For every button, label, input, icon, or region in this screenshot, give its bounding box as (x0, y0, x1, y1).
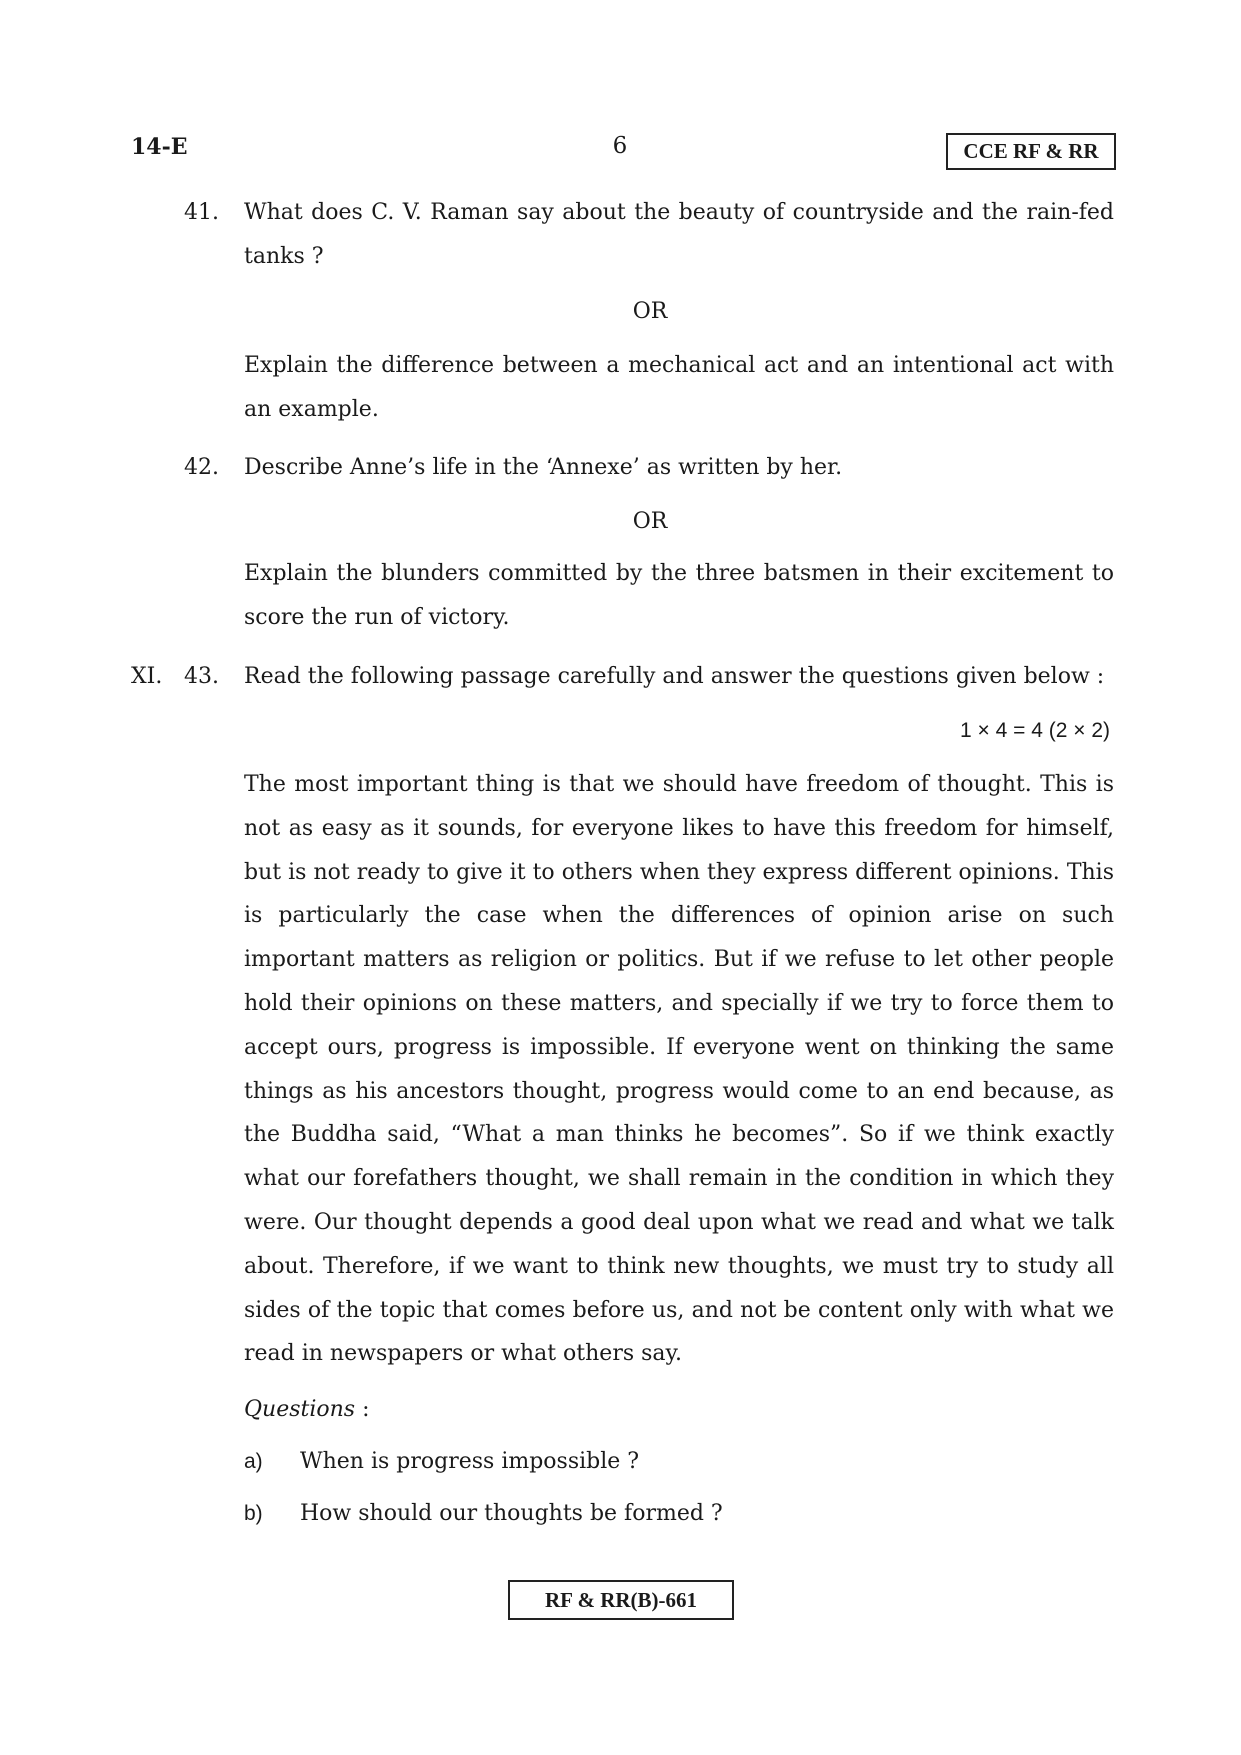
question-41-alternative: Explain the difference between a mechanical act and an intentional act with an example. (244, 353, 1114, 422)
paper-code: 14-E (131, 134, 188, 160)
question-b-label: b) (244, 1502, 263, 1525)
questions-colon: : (355, 1397, 370, 1422)
question-43-number: 43. (184, 664, 219, 689)
question-41-text: What does C. V. Raman say about the beauty of countryside and the rain-fed tanks ? (244, 200, 1114, 269)
questions-label: Questions (244, 1397, 356, 1422)
question-a-label: a) (244, 1450, 263, 1473)
page-number: 6 (612, 133, 628, 159)
question-42-text: Describe Anne’s life in the ‘Annexe’ as written by her. (244, 455, 843, 480)
questions-heading (244, 1388, 1114, 1432)
question-43-text: Read the following passage carefully and answer the questions given below : (244, 664, 1105, 689)
or-separator-42: OR (632, 509, 668, 534)
question-a-text: When is progress impossible ? (300, 1449, 640, 1474)
marks-allocation: 1 × 4 = 4 (2 × 2) (959, 719, 1110, 742)
question-42-alternative: Explain the blunders committed by the three batsmen in their excitement to score the run of victory. (244, 561, 1114, 630)
question-42-number: 42. (184, 455, 219, 480)
question-b-text: How should our thoughts be formed ? (300, 1501, 723, 1526)
footer-code-box: RF & RR(B)-661 (508, 1580, 734, 1620)
exam-code-box: CCE RF & RR (946, 133, 1116, 170)
section-number: XI. (131, 664, 163, 689)
reading-passage: The most important thing is that we should have freedom of thought. This is not as easy as it sounds, for everyone likes to have this freedom for himself, but is not ready to give it to others when they express different opinions. This is particularly the case when the differences of opinion arise on such important matters as religion or politics. But if we refuse to let other people hold their opinions on these matters, and specially if we try to force them to accept ours, progress is impossible. If everyone went on thinking the same things as his ancestors thought, progress would come to an end because, as the Buddha said, “What a man thinks he becomes”. So if we think exactly what our forefathers thought, we shall remain in the condition in which they were. Our thought depends a good deal upon what we read and what we talk about. Therefore, if we want to think new thoughts, we must try to study all sides of the topic that comes before us, and not be content only with what we read in newspapers or what others say. (244, 772, 1114, 1367)
or-separator-41: OR (632, 299, 668, 324)
question-41-number: 41. (184, 200, 219, 225)
